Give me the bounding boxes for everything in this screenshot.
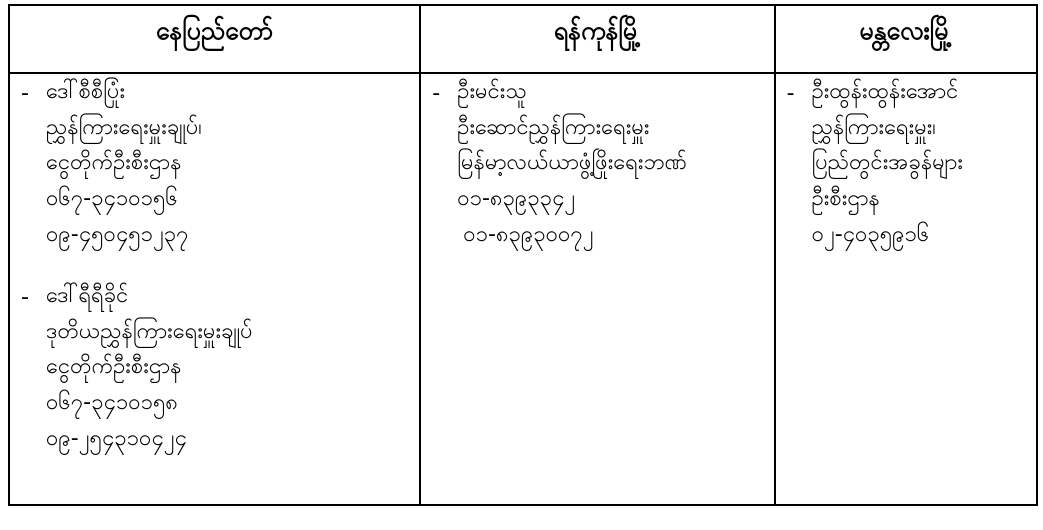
contact-details xyxy=(451,74,773,252)
contact-department-line1: ပြည်တွင်းအခွန်များ xyxy=(811,150,963,176)
contact-phone-mobile: ၀၉-၂၅၄၃၁၀၄၂၄ xyxy=(46,425,187,451)
contact-name: ဦးထွန်းထွန်းအောင် xyxy=(811,79,959,104)
list-item xyxy=(776,74,1036,252)
list-item xyxy=(421,74,773,252)
column-header-naypyitaw: နေပြည်တော် xyxy=(9,5,420,73)
contact-name: ဒေါ်စီစီပြုံး xyxy=(46,79,126,104)
contact-department: ငွေတိုက်ဦးစီးဌာန xyxy=(46,150,182,176)
column-header-mandalay: မန္တလေးမြို့ xyxy=(775,5,1037,73)
cell-yangon-contacts xyxy=(420,73,774,505)
bullet-dash: - xyxy=(21,81,29,106)
cell-naypyitaw-contacts xyxy=(9,73,420,505)
contact-phone-mobile: ၀၉-၄၅၀၄၅၁၂၃၇ xyxy=(46,221,189,247)
table-row xyxy=(9,73,1037,505)
table-body xyxy=(9,73,1037,505)
contact-title: ဦးဆောင်ညွှန်ကြားရေးမှူး xyxy=(457,114,650,140)
contact-title: ဒုတိယညွှန်ကြားရေးမှူးချုပ် xyxy=(46,318,253,344)
column-header-yangon: ရန်ကုန်မြို့ xyxy=(420,5,774,73)
bullet-dash: - xyxy=(786,81,795,106)
contact-department: မြန်မာ့လယ်ယာဖွံ့ဖြိုးရေးဘဏ် xyxy=(457,150,687,176)
table-header xyxy=(9,5,1037,73)
contact-title: ညွှန်ကြားရေးမှူးချုပ်၊ xyxy=(46,114,202,140)
bullet-dash: - xyxy=(21,285,29,311)
table-header-row xyxy=(9,5,1037,73)
list-item xyxy=(10,74,419,252)
contact-details xyxy=(40,278,419,456)
document-page xyxy=(0,4,1043,530)
contact-title: ညွှန်ကြားရေးမှူး၊ xyxy=(811,114,936,140)
contact-details xyxy=(40,74,419,252)
contact-name: ဦးမင်းသူ xyxy=(457,79,527,104)
contact-phone-secondary: ၀၁-၈၃၉၃၀၀၇၂ xyxy=(463,221,594,247)
contact-table xyxy=(8,4,1038,506)
contact-department-line2: ဦးစီးဌာန xyxy=(811,185,880,211)
contact-phone-office: ၀၁-၈၃၉၃၃၄၂ xyxy=(457,185,576,211)
bullet-dash: - xyxy=(432,81,441,106)
contact-department: ငွေတိုက်ဦးစီးဌာန xyxy=(46,354,182,380)
contact-phone-office: ၀၆၇-၃၄၁၀၁၅၈ xyxy=(46,390,178,415)
contact-phone-office: ၀၆၇-၃၄၁၀၁၅၆ xyxy=(46,185,178,211)
contact-details xyxy=(806,74,1036,252)
contact-name: ဒေါ်ရီရီခိုင် xyxy=(46,283,129,309)
contact-phone-office: ၀၂-၄၀၃၅၉၁၆ xyxy=(811,221,930,247)
cell-mandalay-contacts xyxy=(775,73,1037,505)
list-item xyxy=(10,278,419,456)
